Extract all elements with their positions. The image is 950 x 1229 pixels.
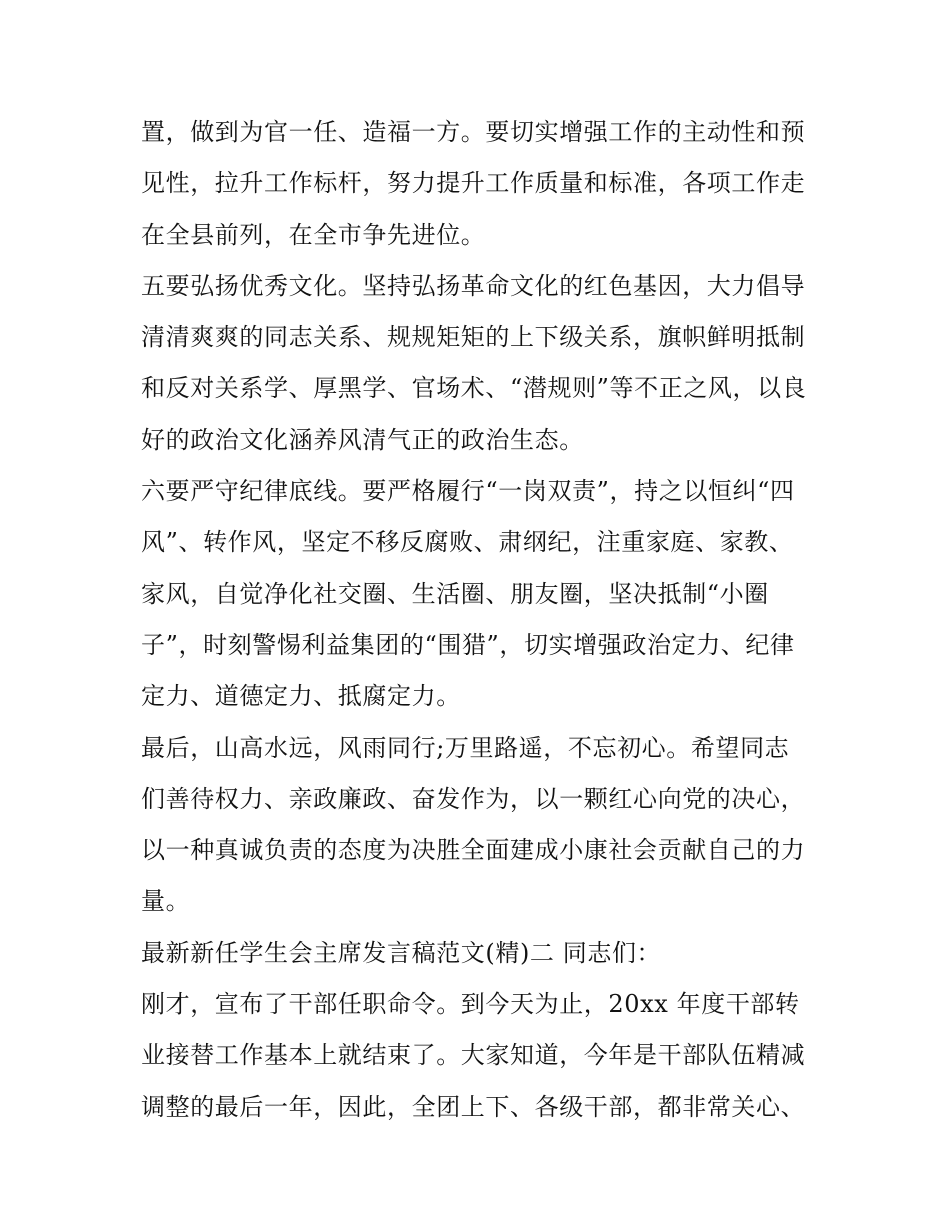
section-heading: 最新新任学生会主席发言稿范文(精)二 同志们： bbox=[141, 938, 662, 967]
text-line: 以一种真诚负责的态度为决胜全面建成小康社会贡献自己的力 bbox=[141, 836, 806, 865]
text-line: 家风，自觉净化社交圈、生活圈、朋友圈，坚决抵制“小圈 bbox=[141, 579, 769, 608]
text-line: 业接替工作基本上就结束了。大家知道，今年是干部队伍精减 bbox=[141, 1041, 806, 1070]
text-line: 清清爽爽的同志关系、规规矩矩的上下级关系，旗帜鲜明抵制 bbox=[141, 323, 806, 352]
text-line: 六要严守纪律底线。要严格履行“一岗双责”，持之以恒纠“四 bbox=[141, 477, 795, 506]
text-line: 见性，拉升工作标杆，努力提升工作质量和标准，各项工作走 bbox=[141, 169, 806, 198]
text-line: 们善待权力、亲政廉政、奋发作为，以一颗红心向党的决心， bbox=[141, 784, 806, 813]
text-line: 置，做到为官一任、造福一方。要切实增强工作的主动性和预 bbox=[141, 118, 806, 146]
text-line: 好的政治文化涵养风清气正的政治生态。 bbox=[141, 425, 584, 454]
document-body bbox=[141, 107, 821, 1133]
text-line: 在全县前列，在全市争先进位。 bbox=[141, 220, 486, 249]
text-line: 子”，时刻警惕利益集团的“围猎”，切实增强政治定力、纪律 bbox=[141, 630, 795, 659]
text-line: 量。 bbox=[141, 887, 191, 916]
text-line: 和反对关系学、厚黑学、官场术、“潜规则”等不正之风，以良 bbox=[141, 374, 807, 403]
text-line: 最后，山高水远，风雨同行;万里路遥，不忘初心。希望同志 bbox=[141, 733, 790, 762]
text-line: 调整的最后一年，因此，全团上下、各级干部，都非常关心、 bbox=[141, 1092, 806, 1121]
text-line: 五要弘扬优秀文化。坚持弘扬革命文化的红色基因，大力倡导 bbox=[141, 271, 806, 300]
text-line: 风”、转作风，坚定不移反腐败、肃纲纪，注重家庭、家教、 bbox=[141, 528, 794, 557]
text-line: 刚才，宣布了干部任职命令。到今天为止，20xx 年度干部转 bbox=[141, 990, 800, 1019]
text-line: 定力、道德定力、抵腐定力。 bbox=[141, 682, 461, 711]
